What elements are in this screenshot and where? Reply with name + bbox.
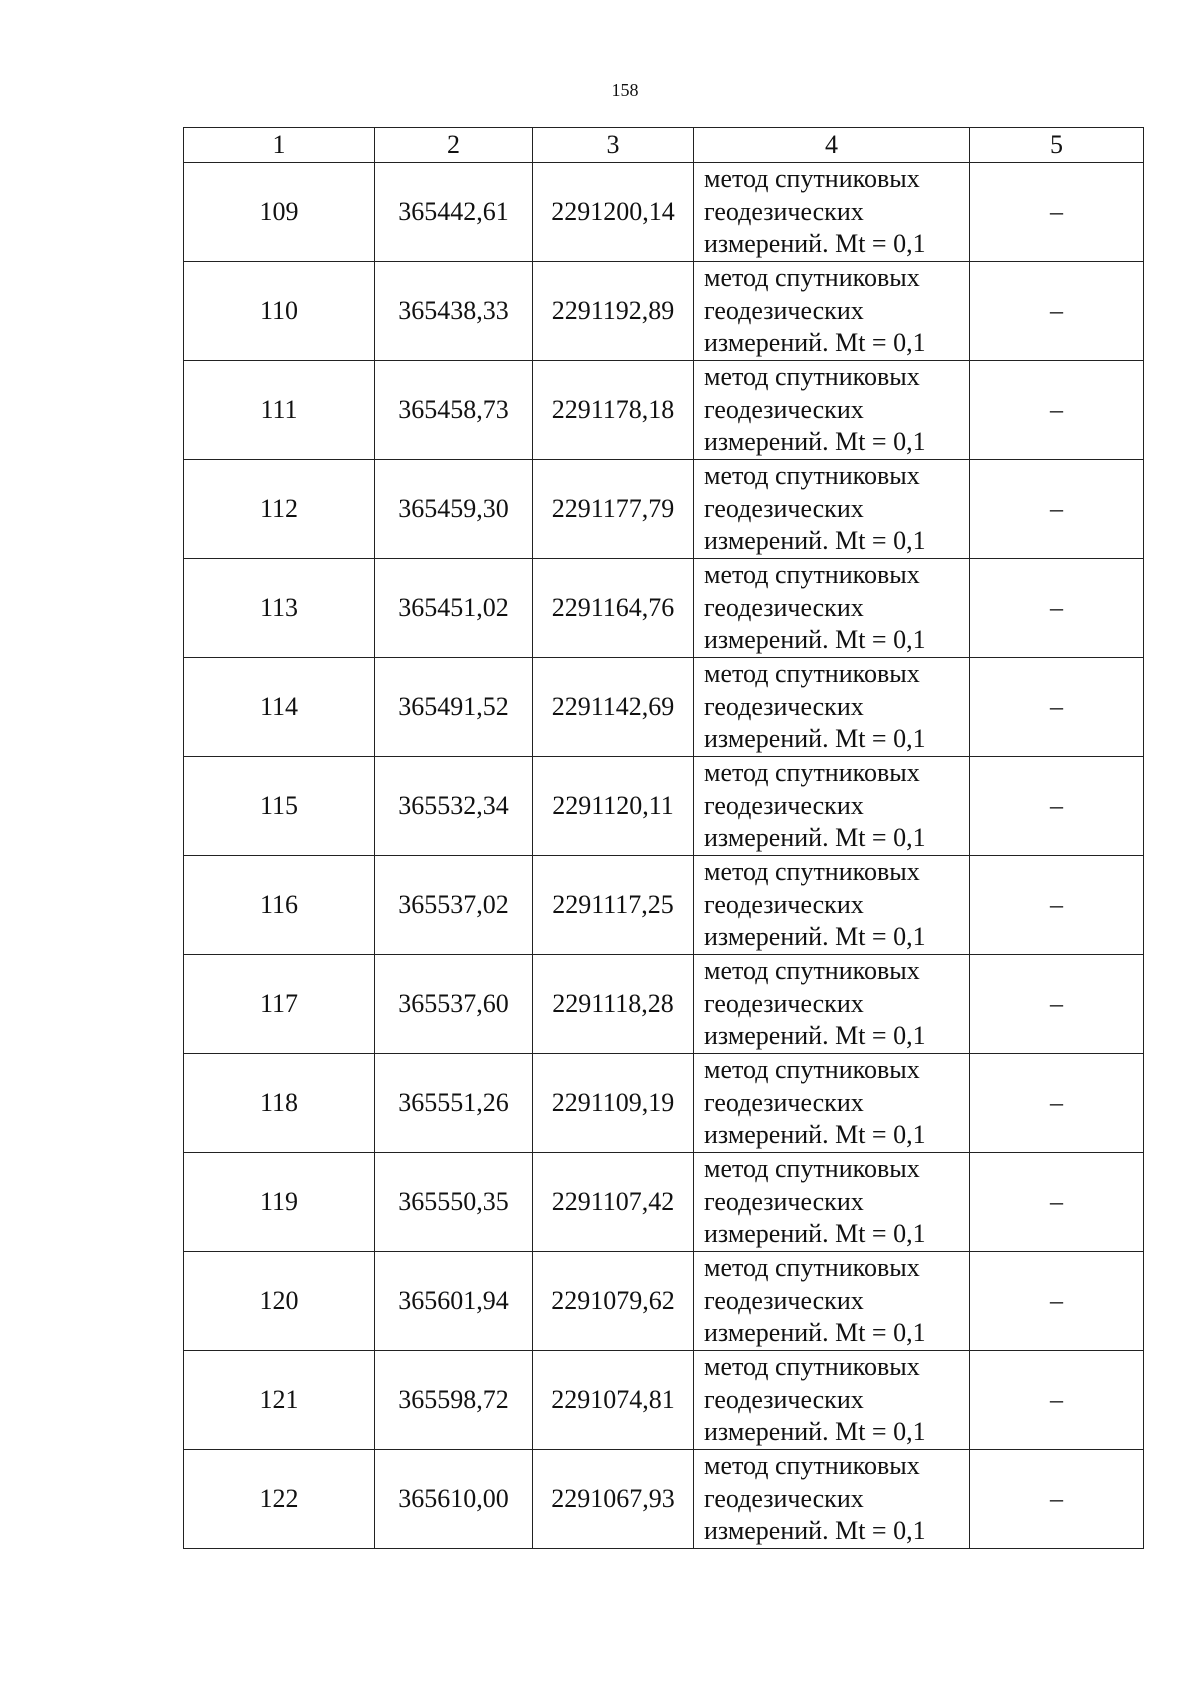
- y-coordinate-cell: 2291192,89: [533, 262, 694, 361]
- x-coordinate-cell: 365438,33: [375, 262, 533, 361]
- note-cell: –: [970, 460, 1144, 559]
- table-body: [184, 163, 1144, 1549]
- table-row: [184, 757, 1144, 856]
- method-line: измерений. Mt = 0,1: [704, 1417, 926, 1447]
- method-line: метод спутниковых: [704, 758, 920, 788]
- method-cell: [694, 559, 970, 658]
- point-number-cell: 119: [184, 1153, 375, 1252]
- note-cell: –: [970, 856, 1144, 955]
- table-header-row: [184, 128, 1144, 163]
- method-line: метод спутниковых: [704, 1253, 920, 1283]
- x-coordinate-cell: 365442,61: [375, 163, 533, 262]
- x-coordinate-cell: 365459,30: [375, 460, 533, 559]
- method-line: геодезических: [704, 592, 864, 622]
- method-line: геодезических: [704, 1186, 864, 1216]
- x-coordinate-cell: 365458,73: [375, 361, 533, 460]
- header-col-1: 1: [184, 128, 375, 163]
- note-cell: –: [970, 1054, 1144, 1153]
- method-line: измерений. Mt = 0,1: [704, 328, 926, 358]
- method-cell: [694, 1351, 970, 1450]
- y-coordinate-cell: 2291109,19: [533, 1054, 694, 1153]
- note-cell: –: [970, 1351, 1144, 1450]
- note-cell: –: [970, 658, 1144, 757]
- method-line: геодезических: [704, 889, 864, 919]
- method-cell: [694, 163, 970, 262]
- table-row: [184, 163, 1144, 262]
- x-coordinate-cell: 365601,94: [375, 1252, 533, 1351]
- method-line: измерений. Mt = 0,1: [704, 823, 926, 853]
- method-line: измерений. Mt = 0,1: [704, 1219, 926, 1249]
- x-coordinate-cell: 365532,34: [375, 757, 533, 856]
- page-number: 158: [611, 80, 639, 100]
- y-coordinate-cell: 2291079,62: [533, 1252, 694, 1351]
- table-row: [184, 856, 1144, 955]
- method-line: измерений. Mt = 0,1: [704, 1120, 926, 1150]
- y-coordinate-cell: 2291164,76: [533, 559, 694, 658]
- method-cell: [694, 856, 970, 955]
- x-coordinate-cell: 365551,26: [375, 1054, 533, 1153]
- note-cell: –: [970, 1252, 1144, 1351]
- method-line: измерений. Mt = 0,1: [704, 526, 926, 556]
- point-number-cell: 120: [184, 1252, 375, 1351]
- point-number-cell: 114: [184, 658, 375, 757]
- point-number-cell: 112: [184, 460, 375, 559]
- x-coordinate-cell: 365550,35: [375, 1153, 533, 1252]
- method-line: измерений. Mt = 0,1: [704, 922, 926, 952]
- header-col-5: 5: [970, 128, 1144, 163]
- method-cell: [694, 955, 970, 1054]
- method-cell: [694, 262, 970, 361]
- point-number-cell: 115: [184, 757, 375, 856]
- method-line: метод спутниковых: [704, 1154, 920, 1184]
- method-line: геодезических: [704, 493, 864, 523]
- header-col-3: 3: [533, 128, 694, 163]
- table-row: [184, 1450, 1144, 1549]
- method-line: метод спутниковых: [704, 659, 920, 689]
- x-coordinate-cell: 365598,72: [375, 1351, 533, 1450]
- y-coordinate-cell: 2291118,28: [533, 955, 694, 1054]
- table-row: [184, 1054, 1144, 1153]
- header-col-4: 4: [694, 128, 970, 163]
- method-line: измерений. Mt = 0,1: [704, 1021, 926, 1051]
- note-cell: –: [970, 361, 1144, 460]
- point-number-cell: 111: [184, 361, 375, 460]
- table-row: [184, 1153, 1144, 1252]
- method-line: метод спутниковых: [704, 956, 920, 986]
- method-line: геодезических: [704, 790, 864, 820]
- method-cell: [694, 460, 970, 559]
- point-number-cell: 121: [184, 1351, 375, 1450]
- method-line: геодезических: [704, 1087, 864, 1117]
- y-coordinate-cell: 2291117,25: [533, 856, 694, 955]
- method-cell: [694, 1153, 970, 1252]
- header-col-2: 2: [375, 128, 533, 163]
- note-cell: –: [970, 1450, 1144, 1549]
- method-line: метод спутниковых: [704, 164, 920, 194]
- table-row: [184, 658, 1144, 757]
- y-coordinate-cell: 2291107,42: [533, 1153, 694, 1252]
- note-cell: –: [970, 955, 1144, 1054]
- method-line: геодезических: [704, 988, 864, 1018]
- method-line: измерений. Mt = 0,1: [704, 625, 926, 655]
- method-cell: [694, 1054, 970, 1153]
- table-row: [184, 559, 1144, 658]
- point-number-cell: 117: [184, 955, 375, 1054]
- y-coordinate-cell: 2291120,11: [533, 757, 694, 856]
- y-coordinate-cell: 2291178,18: [533, 361, 694, 460]
- table-row: [184, 1252, 1144, 1351]
- table-row: [184, 955, 1144, 1054]
- point-number-cell: 110: [184, 262, 375, 361]
- method-line: измерений. Mt = 0,1: [704, 229, 926, 259]
- x-coordinate-cell: 365537,60: [375, 955, 533, 1054]
- method-line: метод спутниковых: [704, 1352, 920, 1382]
- method-line: измерений. Mt = 0,1: [704, 1516, 926, 1546]
- point-number-cell: 113: [184, 559, 375, 658]
- note-cell: –: [970, 1153, 1144, 1252]
- method-cell: [694, 757, 970, 856]
- point-number-cell: 118: [184, 1054, 375, 1153]
- method-line: метод спутниковых: [704, 1055, 920, 1085]
- y-coordinate-cell: 2291142,69: [533, 658, 694, 757]
- note-cell: –: [970, 262, 1144, 361]
- x-coordinate-cell: 365451,02: [375, 559, 533, 658]
- method-line: геодезических: [704, 1384, 864, 1414]
- x-coordinate-cell: 365537,02: [375, 856, 533, 955]
- method-line: метод спутниковых: [704, 560, 920, 590]
- y-coordinate-cell: 2291200,14: [533, 163, 694, 262]
- note-cell: –: [970, 757, 1144, 856]
- method-line: измерений. Mt = 0,1: [704, 1318, 926, 1348]
- method-cell: [694, 1252, 970, 1351]
- method-line: геодезических: [704, 394, 864, 424]
- table-row: [184, 361, 1144, 460]
- method-cell: [694, 361, 970, 460]
- y-coordinate-cell: 2291067,93: [533, 1450, 694, 1549]
- x-coordinate-cell: 365610,00: [375, 1450, 533, 1549]
- y-coordinate-cell: 2291177,79: [533, 460, 694, 559]
- method-line: геодезических: [704, 295, 864, 325]
- point-number-cell: 109: [184, 163, 375, 262]
- method-line: геодезических: [704, 1285, 864, 1315]
- note-cell: –: [970, 559, 1144, 658]
- coordinates-table: [183, 127, 1144, 1549]
- method-line: метод спутниковых: [704, 362, 920, 392]
- method-line: метод спутниковых: [704, 857, 920, 887]
- method-line: геодезических: [704, 1483, 864, 1513]
- method-line: метод спутниковых: [704, 263, 920, 293]
- table-row: [184, 1351, 1144, 1450]
- method-line: измерений. Mt = 0,1: [704, 724, 926, 754]
- table-row: [184, 262, 1144, 361]
- method-cell: [694, 658, 970, 757]
- note-cell: –: [970, 163, 1144, 262]
- point-number-cell: 116: [184, 856, 375, 955]
- method-line: метод спутниковых: [704, 1451, 920, 1481]
- method-line: метод спутниковых: [704, 461, 920, 491]
- point-number-cell: 122: [184, 1450, 375, 1549]
- table-row: [184, 460, 1144, 559]
- method-line: геодезических: [704, 196, 864, 226]
- y-coordinate-cell: 2291074,81: [533, 1351, 694, 1450]
- method-cell: [694, 1450, 970, 1549]
- method-line: геодезических: [704, 691, 864, 721]
- method-line: измерений. Mt = 0,1: [704, 427, 926, 457]
- x-coordinate-cell: 365491,52: [375, 658, 533, 757]
